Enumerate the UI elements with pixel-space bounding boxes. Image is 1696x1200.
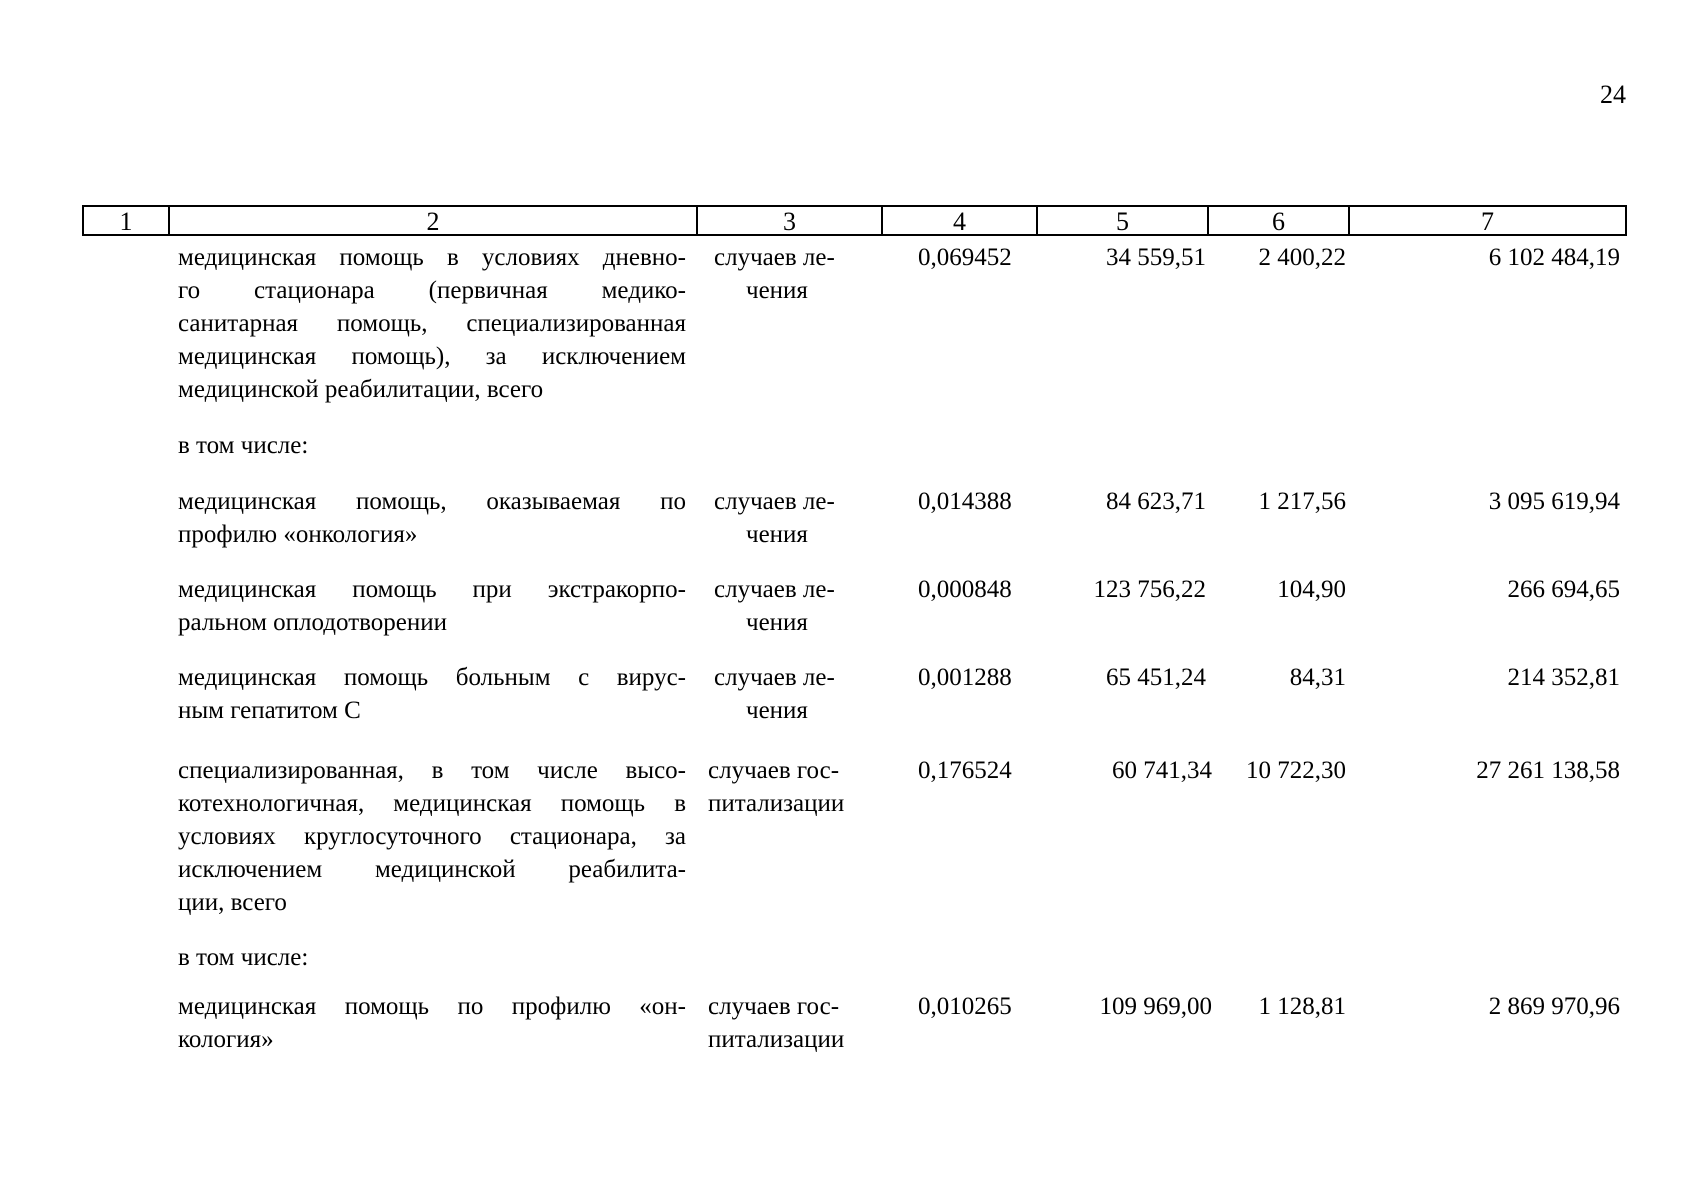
row-unit bbox=[708, 754, 888, 820]
row-unit bbox=[714, 573, 894, 639]
header-cell-1: 1 bbox=[84, 207, 170, 234]
description-line: ральном оплодотворении bbox=[178, 609, 447, 636]
header-cell-3: 3 bbox=[698, 207, 883, 234]
header-cell-4: 4 bbox=[883, 207, 1038, 234]
subheading: в том числе: bbox=[178, 944, 309, 971]
cell-col4: 0,001288 bbox=[918, 664, 1012, 691]
unit-line: чения bbox=[746, 277, 808, 304]
unit-line: случаев гос- bbox=[708, 757, 840, 784]
description-line: санитарная помощь, специализированная bbox=[178, 310, 686, 337]
row-unit bbox=[714, 661, 894, 727]
unit-line: случаев ле- bbox=[714, 664, 835, 691]
unit-line: случаев ле- bbox=[714, 244, 835, 271]
description-line: медицинской реабилитации, всего bbox=[178, 376, 544, 403]
cell-col6: 84,31 bbox=[1289, 664, 1346, 691]
description-line: специализированная, в том числе высо- bbox=[178, 757, 686, 784]
unit-line: случаев ле- bbox=[714, 488, 835, 515]
row-unit bbox=[714, 485, 894, 551]
cell-col6: 104,90 bbox=[1277, 576, 1346, 603]
unit-line: чения bbox=[746, 521, 808, 548]
row-description bbox=[178, 661, 686, 727]
description-line: медицинская помощь при экстракорпо- bbox=[178, 576, 686, 603]
description-line: медицинская помощь по профилю «он- bbox=[178, 993, 686, 1020]
description-line: исключением медицинской реабилита- bbox=[178, 856, 686, 883]
description-line: медицинская помощь больным с вирус- bbox=[178, 664, 686, 691]
cell-col4: 0,176524 bbox=[918, 757, 1012, 784]
cell-col6: 2 400,22 bbox=[1258, 244, 1346, 271]
description-line: котехнологичная, медицинская помощь в bbox=[178, 790, 686, 817]
description-line: ным гепатитом С bbox=[178, 697, 361, 724]
cell-col7: 2 869 970,96 bbox=[1488, 993, 1620, 1020]
row-description bbox=[178, 485, 686, 551]
unit-line: случаев ле- bbox=[714, 576, 835, 603]
description-line: кология» bbox=[178, 1026, 274, 1053]
description-line: профилю «онкология» bbox=[178, 521, 418, 548]
row-unit bbox=[708, 990, 888, 1056]
cell-col7: 6 102 484,19 bbox=[1488, 244, 1620, 271]
cell-col5: 123 756,22 bbox=[1093, 576, 1206, 603]
unit-line: питализации bbox=[708, 1026, 845, 1053]
row-description bbox=[178, 241, 686, 406]
cell-col5: 109 969,00 bbox=[1099, 993, 1212, 1020]
header-cell-6: 6 bbox=[1209, 207, 1350, 234]
cell-col4: 0,069452 bbox=[918, 244, 1012, 271]
header-cell-2: 2 bbox=[170, 207, 698, 234]
subheading: в том числе: bbox=[178, 432, 309, 459]
cell-col7: 266 694,65 bbox=[1507, 576, 1620, 603]
unit-line: чения bbox=[746, 697, 808, 724]
description-line: условиях круглосуточного стационара, за bbox=[178, 823, 686, 850]
cell-col6: 1 128,81 bbox=[1258, 993, 1346, 1020]
table-header-row bbox=[82, 205, 1627, 236]
cell-col5: 84 623,71 bbox=[1106, 488, 1206, 515]
row-unit bbox=[714, 241, 894, 307]
cell-col5: 65 451,24 bbox=[1106, 664, 1206, 691]
unit-line: питализации bbox=[708, 790, 845, 817]
row-description bbox=[178, 754, 686, 919]
row-description bbox=[178, 573, 686, 639]
cell-col4: 0,014388 bbox=[918, 488, 1012, 515]
cell-col5: 60 741,34 bbox=[1112, 757, 1212, 784]
cell-col4: 0,000848 bbox=[918, 576, 1012, 603]
cell-col4: 0,010265 bbox=[918, 993, 1012, 1020]
page-number: 24 bbox=[1600, 80, 1626, 109]
cell-col5: 34 559,51 bbox=[1106, 244, 1206, 271]
unit-line: случаев гос- bbox=[708, 993, 840, 1020]
header-cell-5: 5 bbox=[1038, 207, 1209, 234]
cell-col7: 214 352,81 bbox=[1507, 664, 1620, 691]
cell-col7: 27 261 138,58 bbox=[1476, 757, 1620, 784]
description-line: медицинская помощь в условиях дневно- bbox=[178, 244, 686, 271]
description-line: медицинская помощь), за исключением bbox=[178, 343, 686, 370]
description-line: ции, всего bbox=[178, 889, 287, 916]
description-line: го стационара (первичная медико- bbox=[178, 277, 686, 304]
cell-col6: 1 217,56 bbox=[1258, 488, 1346, 515]
cell-col7: 3 095 619,94 bbox=[1488, 488, 1620, 515]
header-cell-7: 7 bbox=[1481, 207, 1494, 236]
unit-line: чения bbox=[746, 609, 808, 636]
cell-col6: 10 722,30 bbox=[1246, 757, 1346, 784]
description-line: медицинская помощь, оказываемая по bbox=[178, 488, 686, 515]
row-description bbox=[178, 990, 686, 1056]
